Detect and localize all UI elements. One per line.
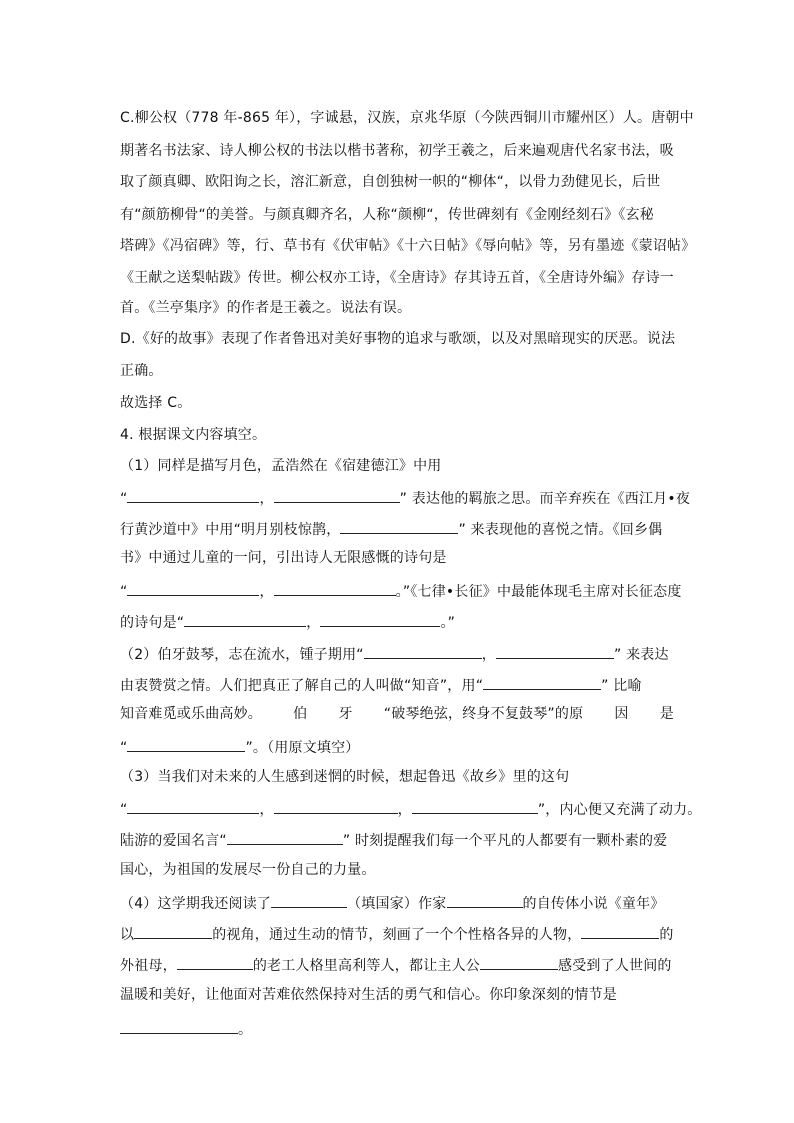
text-segment: （4）这学期我还阅读了 — [120, 896, 272, 912]
answer-blank[interactable] — [340, 518, 458, 534]
text-segment: 的诗句是“ — [120, 615, 185, 631]
text-line — [120, 860, 376, 880]
text-segment: （填国家）作家 — [347, 896, 447, 912]
text-segment: ” 表达他的羁旅之思。而辛弃疾在《西江月•夜 — [399, 491, 691, 507]
text-segment: ” 比喻 — [601, 678, 642, 694]
text-segment: 期著名书法家、诗人柳公权的书法以楷书著称，初学王羲之，后来遍观唐代名家书法，吸 — [120, 143, 674, 159]
text-line — [120, 487, 690, 509]
text-segment: C.柳公权（778 年-865 年），字诚悬，汉族，京兆华原（今陕西铜川市耀州区）人。唐朝中 — [120, 110, 694, 126]
text-segment: 的视角，通过生动的情节，刻画了一个个性格各异的人物， — [212, 927, 582, 943]
text-line — [120, 829, 667, 851]
answer-blank[interactable] — [483, 674, 601, 690]
text-line — [120, 798, 702, 820]
text-segment: ， — [481, 647, 496, 663]
answer-blank[interactable] — [447, 892, 523, 908]
answer-blank[interactable] — [120, 1018, 238, 1034]
text-segment: “ — [120, 802, 128, 818]
text-segment: ， — [397, 802, 412, 818]
text-line — [120, 172, 660, 192]
text-segment: “ — [120, 584, 128, 600]
text-line — [120, 268, 674, 288]
text-segment: 。” — [440, 615, 456, 631]
answer-blank[interactable] — [274, 580, 396, 596]
text-segment: （1）同样是描写月色，孟浩然在《宿建德江》中用 — [120, 458, 442, 474]
text-line — [120, 736, 360, 758]
text-line — [120, 361, 163, 381]
text-segment: 首。《兰亭集序》的作者是王羲之。说法有误。 — [120, 300, 412, 316]
text-line — [120, 643, 669, 665]
answer-blank[interactable] — [227, 829, 343, 845]
text-line — [120, 393, 191, 413]
text-segment: “破琴绝弦，终身不复鼓琴”的原 — [383, 706, 584, 722]
answer-blank[interactable] — [274, 487, 400, 503]
text-line — [120, 985, 617, 1005]
text-segment: ” 来表达 — [613, 647, 669, 663]
text-line — [120, 425, 266, 445]
answer-blank[interactable] — [496, 643, 614, 659]
answer-blank[interactable] — [127, 798, 259, 814]
text-line — [120, 298, 411, 318]
answer-blank[interactable] — [134, 923, 212, 939]
text-segment: 知音难觅或乐曲高妙。 — [120, 706, 262, 722]
text-line — [120, 580, 682, 602]
text-line — [120, 892, 665, 914]
text-segment: ” 来表现他的喜悦之情。《回乡偶 — [458, 522, 663, 538]
text-segment: 的 — [659, 927, 674, 943]
text-segment: 陆游的爱国名言“ — [120, 833, 227, 849]
text-segment: ， — [259, 491, 274, 507]
text-segment: 。”《七律•长征》中最能体现毛主席对长征态度 — [395, 584, 682, 600]
text-segment: ， — [259, 802, 274, 818]
text-segment: 书》中通过儿童的一问，引出诗人无限感慨的诗句是 — [120, 550, 447, 566]
text-line — [120, 923, 674, 945]
text-line — [120, 548, 447, 568]
text-segment: 取了颜真卿、欧阳询之长，溶汇新意，自创独树一帜的“柳体“，以骨力劲健见长，后世 — [120, 174, 661, 190]
text-line — [120, 1018, 252, 1040]
text-segment: 以 — [120, 927, 135, 943]
text-line — [120, 767, 569, 787]
answer-blank[interactable] — [127, 736, 245, 752]
text-line — [120, 954, 672, 976]
text-segment: 由衷赞赏之情。人们把真正了解自己的人叫做“知音”，用“ — [120, 678, 484, 694]
text-segment: ， — [306, 615, 321, 631]
text-segment: 是 — [659, 706, 674, 722]
text-segment: ” 时刻提醒我们每一个平凡的人都要有一颗朴素的爱 — [342, 833, 668, 849]
text-line — [120, 205, 654, 225]
answer-blank[interactable] — [271, 892, 347, 908]
text-segment: 外祖母， — [120, 958, 177, 974]
text-line — [120, 236, 695, 256]
answer-blank[interactable] — [320, 611, 440, 627]
text-line — [120, 611, 455, 633]
text-line — [120, 704, 674, 724]
answer-blank[interactable] — [274, 798, 398, 814]
text-segment: 的自传体小说《童年》 — [522, 896, 665, 912]
text-segment: 牙 — [338, 706, 353, 722]
text-segment: ， — [259, 584, 274, 600]
text-segment: 正确。 — [120, 363, 163, 379]
text-segment: （3）当我们对未来的人生感到迷惘的时候，想起鲁迅《故乡》里的这句 — [120, 769, 570, 785]
text-segment: 温暖和美好，让他面对苦难依然保持对生活的勇气和信心。你印象深刻的情节是 — [120, 987, 617, 1003]
text-segment: 伯 — [293, 706, 308, 722]
text-segment: ”，内心便又充满了动力。 — [537, 802, 702, 818]
text-segment: 因 — [614, 706, 629, 722]
text-segment: 国心，为祖国的发展尽一份自己的力量。 — [120, 862, 376, 878]
text-segment: ”。（用原文填空） — [245, 740, 360, 756]
answer-blank[interactable] — [177, 954, 253, 970]
answer-blank[interactable] — [127, 580, 259, 596]
text-segment: 故选择 C。 — [120, 395, 192, 411]
text-segment: 。 — [238, 1022, 253, 1038]
text-segment: 塔碑》《冯宿碑》等，行、草书有《伏审帖》《十六日帖》《辱向帖》等，另有墨迹《蒙诏帖》 — [120, 238, 696, 254]
text-line — [120, 456, 442, 476]
answer-blank[interactable] — [581, 923, 659, 939]
text-segment: 的老工人格里高利等人，都让主人公 — [252, 958, 481, 974]
text-segment: 行黄沙道中》中用“明月别枝惊鹊， — [120, 522, 341, 538]
answer-blank[interactable] — [412, 798, 538, 814]
text-line — [120, 518, 662, 540]
text-segment: （2）伯牙鼓琴，志在流水，锺子期用“ — [120, 647, 364, 663]
answer-blank[interactable] — [480, 954, 558, 970]
text-segment: “ — [120, 740, 128, 756]
text-line — [120, 108, 694, 128]
text-segment: 《王献之送梨帖跋》传世。柳公权亦工诗，《全唐诗》存其诗五首，《全唐诗外编》存诗一 — [120, 270, 674, 286]
text-line — [120, 141, 674, 161]
text-segment: 4. 根据课文内容填空。 — [120, 427, 267, 443]
text-segment: “ — [120, 491, 128, 507]
text-segment: D.《好的故事》表现了作者鲁迅对美好事物的追求与歌颂，以及对黑暗现实的厌恶。说法 — [120, 331, 676, 347]
text-segment: 感受到了人世间的 — [558, 958, 672, 974]
answer-blank[interactable] — [364, 643, 482, 659]
text-line — [120, 329, 675, 349]
text-line — [120, 674, 642, 696]
answer-blank[interactable] — [127, 487, 259, 503]
text-segment: 有“颜筋柳骨“的美誉。与颜真卿齐名，人称“颜柳“，传世碑刻有《金刚经刻石》《玄秘 — [120, 207, 655, 223]
answer-blank[interactable] — [184, 611, 306, 627]
